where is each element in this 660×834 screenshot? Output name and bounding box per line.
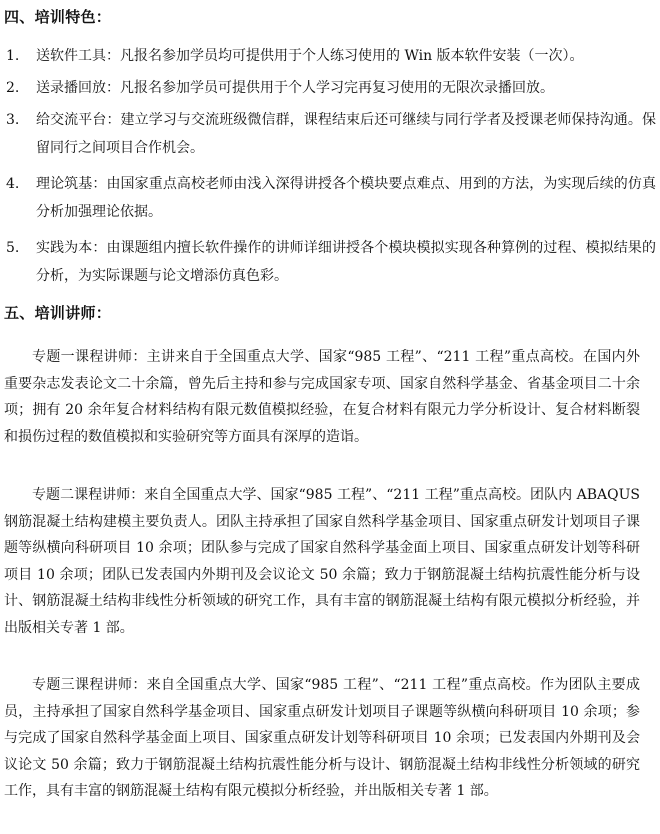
- section-4-heading: 四、培训特色：: [4, 8, 112, 26]
- feature-item-3: [6, 106, 656, 162]
- feature-item-text: 送软件工具：凡报名参加学员均可提供用于个人练习使用的 Win 版本软件安装（一次）。: [36, 48, 584, 64]
- feature-item-text: 给交流平台：建立学习与交流班级微信群，课程结束后还可继续与同行学者及授课老师保持沟通。保留同行之间项目合作机会。: [36, 112, 656, 156]
- feature-item-4: [6, 170, 656, 226]
- feature-item-number: 2.: [6, 80, 20, 96]
- feature-item-1: [6, 42, 656, 70]
- feature-item-2: [6, 74, 656, 102]
- instructor-paragraph-2: 专题二课程讲师：来自全国重点大学、国家“985 工程”、“211 工程”重点高校。团队内 ABAQUS 钢筋混凝土结构建模主要负责人。团队主持承担了国家自然科学基金项目、国家重点研发计划项目子课题等纵横向科研项目 10 余项；团队参与完成了国家自然科学基金面上项目、国家重点研发计划等科研项目 10 余项；团队已发表国内外期刊及会议论文 50 余篇；致力于钢筋混凝土结构抗震性能分析与设计、钢筋混凝土结构非线性分析领域的研究工作，具有丰富的钢筋混凝土结构有限元模拟分析经验，并出版相关专著 1 部。: [4, 487, 640, 636]
- feature-item-number: 4.: [6, 176, 20, 192]
- feature-item-text: 理论筑基：由国家重点高校老师由浅入深得讲授各个模块要点难点、用到的方法，为实现后续的仿真分析加强理论依据。: [36, 176, 656, 220]
- feature-item-text: 送录播回放：凡报名参加学员可提供用于个人学习完再复习使用的无限次录播回放。: [36, 80, 554, 96]
- feature-item-number: 3.: [6, 112, 20, 128]
- feature-item-text: 实践为本：由课题组内擅长软件操作的讲师详细讲授各个模块模拟实现各种算例的过程、模拟结果的分析，为实际课题与论文增添仿真色彩。: [36, 240, 656, 284]
- section-5-heading: 五、培训讲师：: [4, 304, 112, 322]
- feature-item-number: 1.: [6, 48, 20, 64]
- instructor-paragraph-3: 专题三课程讲师：来自全国重点大学、国家“985 工程”、“211 工程”重点高校。作为团队主要成员，主持承担了国家自然科学基金项目、国家重点研发计划项目子课题等纵横向科研项目 10 余项；参与完成了国家自然科学基金面上项目、国家重点研发计划等科研项目 10 余项；已发表国内外期刊及会议论文 50 余篇；致力于钢筋混凝土结构抗震性能分析与设计、钢筋混凝土结构非线性分析领域的研究工作，具有丰富的钢筋混凝土结构有限元模拟分析经验，并出版相关专著 1 部。: [4, 677, 640, 799]
- feature-item-5: [6, 234, 656, 290]
- feature-item-number: 5.: [6, 240, 20, 256]
- instructor-paragraph-1: 专题一课程讲师：主讲来自于全国重点大学、国家“985 工程”、“211 工程”重点高校。在国内外重要杂志发表论文二十余篇，曾先后主持和参与完成国家专项、国家自然科学基金、省基金项目二十余项；拥有 20 余年复合材料结构有限元数值模拟经验，在复合材料有限元力学分析设计、复合材料断裂和损伤过程的数值模拟和实验研究等方面具有深厚的造诣。: [4, 349, 640, 445]
